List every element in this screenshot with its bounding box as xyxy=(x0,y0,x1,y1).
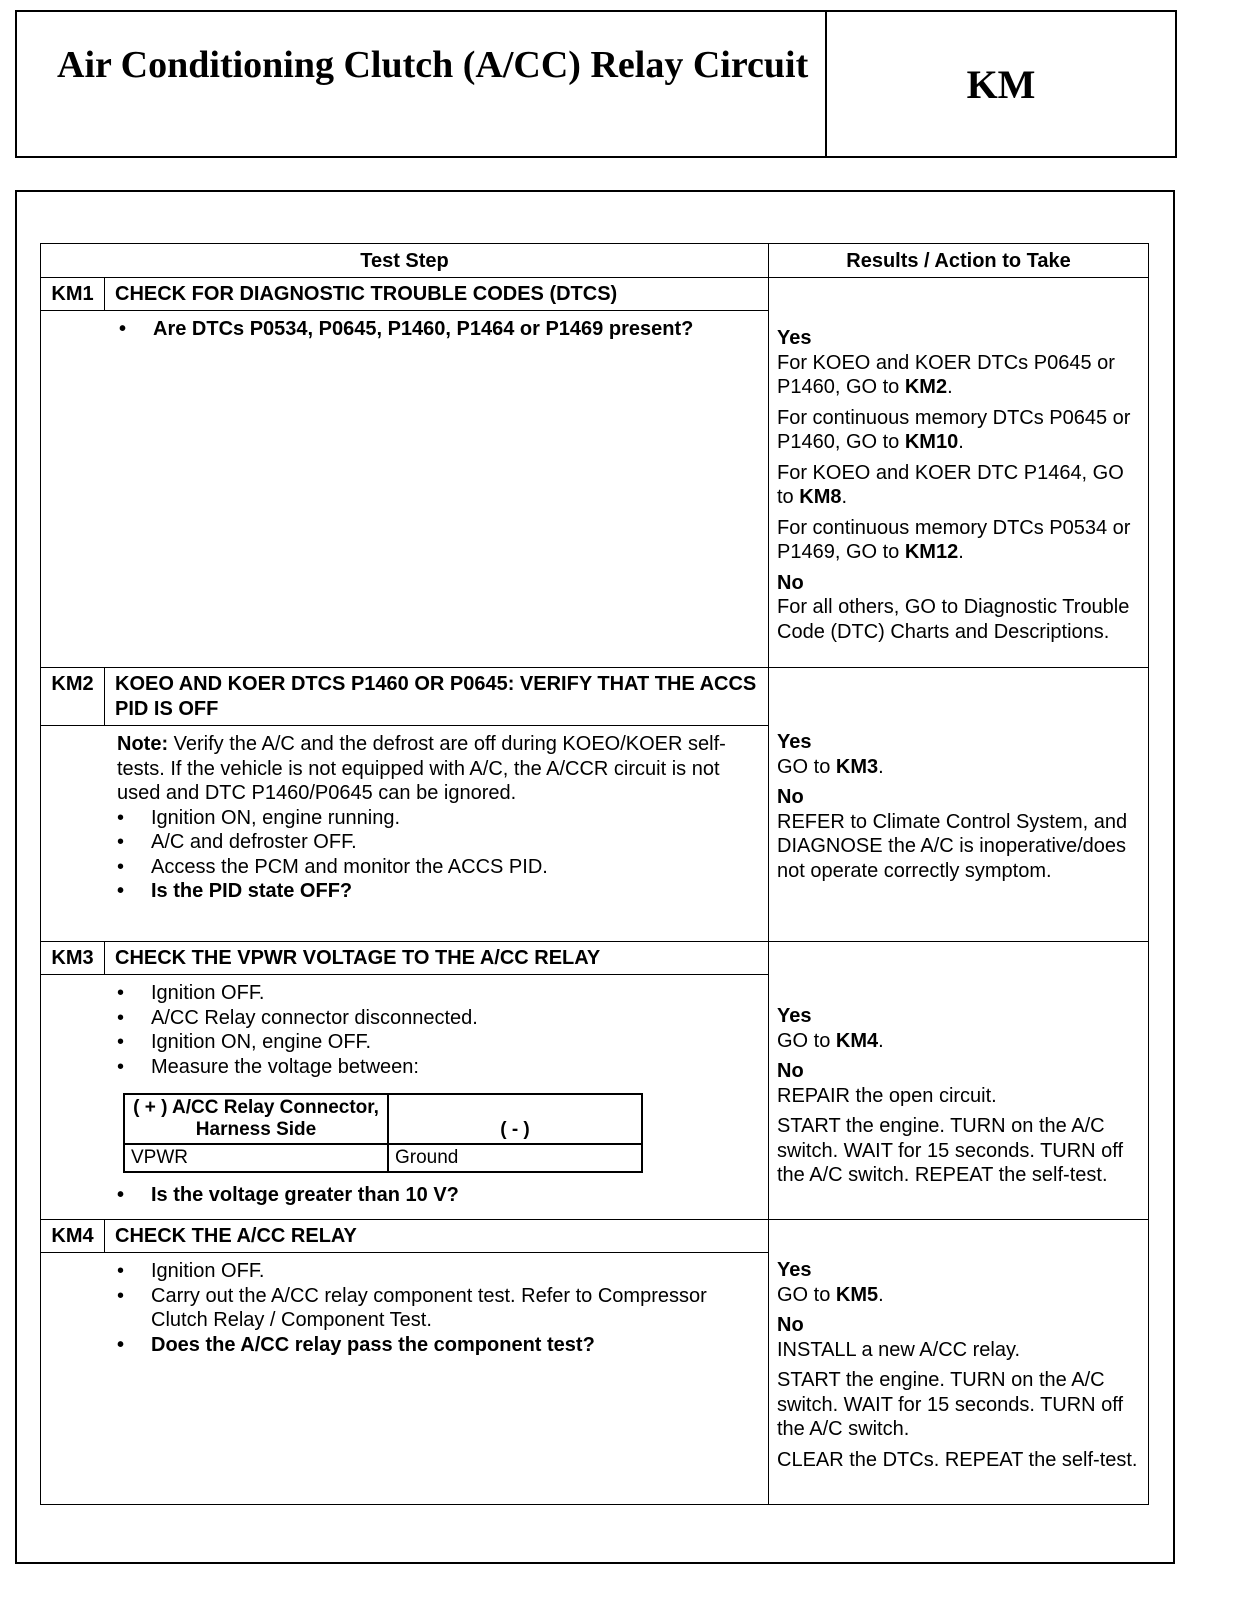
goto-link[interactable]: KM10 xyxy=(904,431,959,453)
result-text: For continuous memory DTCs P0645 or P1460, GO to xyxy=(777,406,1131,453)
step-note: Note: Verify the A/C and the defrost are off during KOEO/KOER self-tests. If the vehicle is not equipped with A/C, the A/CCR circuit is not used and DTC P1460/P0645 can be ignored. xyxy=(117,733,726,804)
result-text: REFER to Climate Control System, and DIAGNOSE the A/C is inoperative/does not operate correctly symptom. xyxy=(777,810,1128,882)
col-results: Results / Action to Take xyxy=(769,244,1148,278)
goto-link[interactable]: KM5 xyxy=(835,1283,879,1306)
goto-link[interactable]: KM8 xyxy=(799,486,842,508)
meas-header-positive: ( + ) A/CC Relay Connector, Harness Side xyxy=(124,1094,388,1144)
result-text: For KOEO and KOER DTCs P0645 or P1460, GO to xyxy=(777,351,1115,398)
goto-link[interactable]: KM12 xyxy=(904,541,959,563)
step-instruction: • Ignition OFF. xyxy=(117,1259,758,1284)
step-id: KM1 xyxy=(41,278,105,310)
step-instruction: • Carry out the A/CC relay component test. Refer to Compressor Clutch Relay / Component Test. xyxy=(117,1284,758,1333)
meas-cell: VPWR xyxy=(124,1144,388,1172)
step-instruction: • Ignition ON, engine running. xyxy=(117,806,758,831)
goto-link[interactable]: KM4 xyxy=(835,1029,879,1052)
goto-link[interactable]: KM2 xyxy=(904,376,948,398)
step-instruction: • Access the PCM and monitor the ACCS PID. xyxy=(117,855,758,880)
step-results: Yes GO to KM5. No INSTALL a new A/CC relay. START the engine. TURN on the A/C switch. WAIT for 15 seconds. TURN off the A/C switch. CLEAR the DTCs. REPEAT the self-test. xyxy=(777,1259,1138,1471)
step-instruction: • Measure the voltage between: xyxy=(117,1055,758,1080)
step-instruction: • A/C and defroster OFF. xyxy=(117,830,758,855)
result-text: START the engine. TURN on the A/C switch. WAIT for 15 seconds. TURN off the A/C switch. xyxy=(777,1369,1124,1440)
step-km2 xyxy=(41,668,1148,942)
result-text: For KOEO and KOER DTC P1464, GO to xyxy=(777,461,1124,508)
step-question: • Is the voltage greater than 10 V? xyxy=(117,1183,758,1208)
step-question: • Are DTCs P0534, P0645, P1460, P1464 or P1469 present? xyxy=(119,317,758,342)
step-instruction: • Ignition ON, engine OFF. xyxy=(117,1030,758,1055)
yes-label: Yes xyxy=(777,1005,812,1027)
step-id: KM2 xyxy=(41,668,105,725)
no-label: No xyxy=(777,1314,804,1336)
result-text: For all others, GO to Diagnostic Trouble Code (DTC) Charts and Descriptions. xyxy=(777,596,1130,643)
page-title: Air Conditioning Clutch (A/CC) Relay Circuit xyxy=(17,12,827,156)
diagnostic-table xyxy=(40,243,1149,1505)
step-km1 xyxy=(41,278,1148,668)
step-results: Yes For KOEO and KOER DTCs P0645 or P1460, GO to KM2. For continuous memory DTCs P0645 or P1460, GO to KM10. For KOEO and KOER DTC P1464, GO to KM8. For continuous memory DTCs P0534 or P1469, GO to KM12. No For all others, GO to Diagnostic Trouble Code (DTC) Charts and Descriptions. xyxy=(777,327,1131,643)
step-km3 xyxy=(41,942,1148,1220)
meas-cell: Ground xyxy=(388,1144,642,1172)
result-text: GO to xyxy=(777,755,836,778)
result-text: For continuous memory DTCs P0534 or P1469, GO to xyxy=(777,516,1131,563)
table-header-row xyxy=(41,244,1148,278)
no-label: No xyxy=(777,571,804,594)
section-code: KM xyxy=(966,61,1036,107)
result-text: INSTALL a new A/CC relay. xyxy=(777,1338,1021,1361)
step-question: • Does the A/CC relay pass the component test? xyxy=(117,1333,758,1358)
meas-header-negative: ( - ) xyxy=(388,1094,642,1144)
step-results: Yes GO to KM4. No REPAIR the open circuit. START the engine. TURN on the A/C switch. WAIT for 15 seconds. TURN off the A/C switch. REPEAT the self-test. xyxy=(777,1005,1124,1186)
step-instruction: • A/CC Relay connector disconnected. xyxy=(117,1006,758,1031)
result-text: GO to xyxy=(777,1029,836,1052)
yes-label: Yes xyxy=(777,1259,812,1281)
result-text: CLEAR the DTCs. REPEAT the self-test. xyxy=(777,1448,1138,1471)
result-text: GO to xyxy=(777,1283,836,1306)
step-title: CHECK THE VPWR VOLTAGE TO THE A/CC RELAY xyxy=(115,947,601,969)
step-km4 xyxy=(41,1220,1148,1504)
page-header xyxy=(15,10,1177,158)
step-id: KM4 xyxy=(41,1220,105,1252)
step-results: Yes GO to KM3. No REFER to Climate Control System, and DIAGNOSE the A/C is inoperative/does not operate correctly symptom. xyxy=(777,731,1128,882)
no-label: No xyxy=(777,1060,804,1082)
result-text: REPAIR the open circuit. xyxy=(777,1084,997,1107)
no-label: No xyxy=(777,786,804,808)
step-id: KM3 xyxy=(41,942,105,974)
step-instruction: • Ignition OFF. xyxy=(117,981,758,1006)
step-title: KOEO AND KOER DTCS P1460 OR P0645: VERIFY THAT THE ACCS PID IS OFF xyxy=(115,673,757,720)
step-question: • Is the PID state OFF? xyxy=(117,879,758,904)
goto-link[interactable]: KM3 xyxy=(835,755,879,778)
col-test-step: Test Step xyxy=(41,244,769,278)
measurement-table xyxy=(123,1093,643,1173)
step-title: CHECK THE A/CC RELAY xyxy=(115,1225,357,1247)
step-title: CHECK FOR DIAGNOSTIC TROUBLE CODES (DTCS) xyxy=(115,283,618,305)
yes-label: Yes xyxy=(777,327,812,349)
yes-label: Yes xyxy=(777,731,812,753)
result-text: START the engine. TURN on the A/C switch. WAIT for 15 seconds. TURN off the A/C switch. REPEAT the self-test. xyxy=(777,1115,1124,1186)
